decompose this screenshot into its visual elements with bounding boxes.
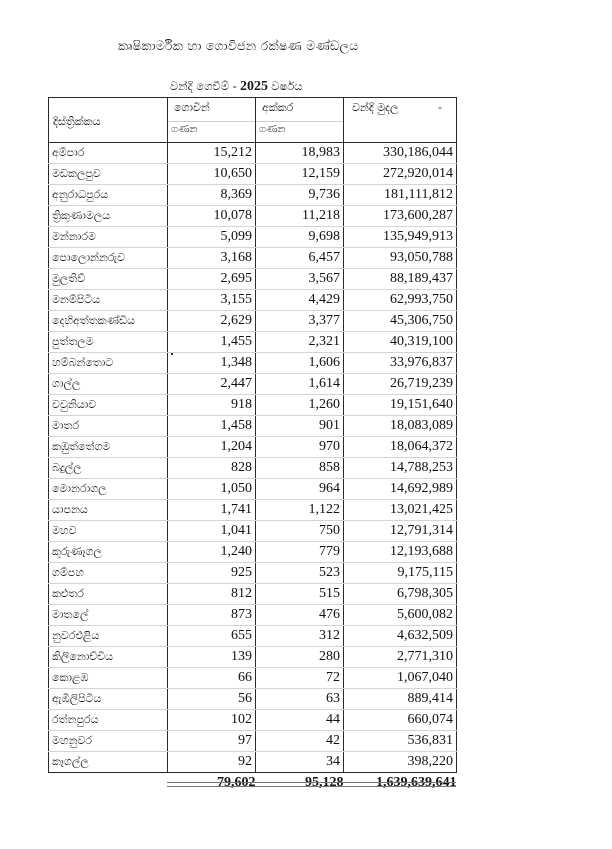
acres-cell: 34 [256,752,344,773]
table-row [49,353,457,374]
table-row [49,143,457,164]
district-cell: අම්පාර [49,143,168,164]
district-cell: මනම්පිටිය [49,290,168,311]
amount-cell: 13,021,425 [344,500,457,521]
header-farmers-line2: ගණන [171,124,198,135]
header-acres [256,98,344,143]
farmers-cell: 10,078 [168,206,256,227]
header-amount-mark: - [438,101,442,114]
district-cell: මහනුවර [49,731,168,752]
total-amount: 1,639,639,641 [376,775,457,790]
district-cell: යාපනය [49,500,168,521]
district-cell: මඩකලපුව [49,164,168,185]
amount-cell: 2,771,310 [344,647,457,668]
farmers-cell: 3,168 [168,248,256,269]
acres-cell: 44 [256,710,344,731]
amount-cell: 1,067,040 [344,668,457,689]
acres-cell: 476 [256,605,344,626]
acres-cell: 9,736 [256,185,344,206]
header-acres-line2: ගණන [259,124,286,135]
acres-cell: 1,614 [256,374,344,395]
district-cell: දෙහිඅත්තකණ්ඩිය [49,311,168,332]
amount-cell: 9,175,115 [344,563,457,584]
district-cell: ගාල්ල [49,374,168,395]
table-row [49,332,457,353]
table-row [49,290,457,311]
district-cell: කොළඹ [49,668,168,689]
amount-cell: 398,220 [344,752,457,773]
district-cell: මාතර [49,416,168,437]
farmers-cell: 102 [168,710,256,731]
farmers-cell: 1,348 [168,353,256,374]
amount-cell: 45,306,750 [344,311,457,332]
district-cell: කඹුත්තේගම [49,437,168,458]
table-row [49,479,457,500]
table-row [49,626,457,647]
amount-cell: 14,788,253 [344,458,457,479]
total-acres: 95,128 [305,775,344,790]
amount-cell: 5,600,082 [344,605,457,626]
amount-cell: 14,692,989 [344,479,457,500]
table-row [49,752,457,773]
farmers-cell: 8,369 [168,185,256,206]
district-cell: අනුරාධපුරය [49,185,168,206]
farmers-cell: 812 [168,584,256,605]
acres-cell: 4,429 [256,290,344,311]
district-cell: නුවරඑළිය [49,626,168,647]
amount-cell: 135,949,913 [344,227,457,248]
district-cell: කළුතර [49,584,168,605]
amount-cell: 6,798,305 [344,584,457,605]
header-amount-line1: වන්දි මුදල [352,101,399,114]
acres-cell: 515 [256,584,344,605]
farmers-cell: 1,240 [168,542,256,563]
amount-cell: 181,111,812 [344,185,457,206]
district-cell: කිලිනොච්චිය [49,647,168,668]
acres-cell: 3,377 [256,311,344,332]
farmers-cell: 828 [168,458,256,479]
table-body [49,143,457,773]
acres-cell: 901 [256,416,344,437]
acres-cell: 42 [256,731,344,752]
farmers-cell: 5,099 [168,227,256,248]
district-cell: ඇඹිලිපිටිය [49,689,168,710]
amount-cell: 33,976,837 [344,353,457,374]
table-row [49,248,457,269]
district-cell: ත්‍රිකුණාමලය [49,206,168,227]
acres-cell: 1,260 [256,395,344,416]
table-row [49,500,457,521]
acres-cell: 63 [256,689,344,710]
farmers-cell: 1,741 [168,500,256,521]
farmers-cell: 873 [168,605,256,626]
amount-cell: 40,319,100 [344,332,457,353]
table-row [49,542,457,563]
table-row [49,374,457,395]
farmers-cell: 97 [168,731,256,752]
header-row [49,98,457,143]
amount-cell: 62,993,750 [344,290,457,311]
district-cell: පොලොන්නරුව [49,248,168,269]
acres-cell: 970 [256,437,344,458]
district-cell: කුරුණෑගල [49,542,168,563]
amount-cell: 889,414 [344,689,457,710]
acres-cell: 523 [256,563,344,584]
farmers-cell: 66 [168,668,256,689]
amount-cell: 18,083,089 [344,416,457,437]
table-row [49,710,457,731]
farmers-cell: 1,041 [168,521,256,542]
acres-cell: 9,698 [256,227,344,248]
farmers-cell: 15,212 [168,143,256,164]
acres-cell: 18,983 [256,143,344,164]
district-cell: මොනරාගල [49,479,168,500]
table-row [49,164,457,185]
amount-cell: 4,632,509 [344,626,457,647]
district-cell: මුලතිව් [49,269,168,290]
district-cell: මන්නාරම [49,227,168,248]
acres-cell: 964 [256,479,344,500]
table-row [49,269,457,290]
acres-cell: 11,218 [256,206,344,227]
totals-label [49,773,168,794]
acres-cell: 1,606 [256,353,344,374]
acres-cell: 750 [256,521,344,542]
table-row [49,731,457,752]
amount-cell: 173,600,287 [344,206,457,227]
district-cell: මාතලේ [49,605,168,626]
table-row [49,668,457,689]
table-row [49,689,457,710]
farmers-cell: 918 [168,395,256,416]
table-title [170,78,303,95]
amount-cell: 93,050,788 [344,248,457,269]
district-cell: මහව [49,521,168,542]
table-title-suffix: වර්ෂය [271,79,303,93]
amount-cell: 19,151,640 [344,395,457,416]
acres-cell: 12,159 [256,164,344,185]
header-acres-line1: අක්කර [256,98,343,122]
acres-cell: 6,457 [256,248,344,269]
table-row [49,584,457,605]
farmers-cell: 1,204 [168,437,256,458]
district-cell: බදුල්ල [49,458,168,479]
acres-cell: 312 [256,626,344,647]
farmers-cell: 10,650 [168,164,256,185]
amount-cell: 12,193,688 [344,542,457,563]
farmers-cell: 2,695 [168,269,256,290]
farmers-cell: 1,050 [168,479,256,500]
compensation-table [48,97,457,793]
district-cell: පුත්තලම [49,332,168,353]
table-title-prefix: වන්දි ගෙවීම් - [170,79,237,93]
amount-cell: 536,831 [344,731,457,752]
amount-cell: 12,791,314 [344,521,457,542]
acres-cell: 2,321 [256,332,344,353]
farmers-cell: 2,447 [168,374,256,395]
table-row [49,521,457,542]
acres-cell: 72 [256,668,344,689]
totals-double-underline [167,782,456,787]
table-row [49,647,457,668]
district-cell: ගම්පහ [49,563,168,584]
farmers-cell: 1,458 [168,416,256,437]
acres-cell: 3,567 [256,269,344,290]
amount-cell: 330,186,044 [344,143,457,164]
farmers-cell: 56 [168,689,256,710]
table-row [49,605,457,626]
header-amount [344,98,457,143]
amount-cell: 660,074 [344,710,457,731]
header-farmers [168,98,256,143]
amount-cell: 272,920,014 [344,164,457,185]
table-row [49,395,457,416]
table-row [49,311,457,332]
farmers-cell: 925 [168,563,256,584]
amount-cell: 26,719,239 [344,374,457,395]
header-district: දිස්ත්‍රික්කය [49,98,168,143]
farmers-cell: 3,155 [168,290,256,311]
acres-cell: 858 [256,458,344,479]
district-cell: වවුනියාව [49,395,168,416]
acres-cell: 280 [256,647,344,668]
district-cell: රත්නපුරය [49,710,168,731]
amount-cell: 18,064,372 [344,437,457,458]
farmers-cell: 2,629 [168,311,256,332]
total-farmers: 79,602 [217,775,256,790]
table-row [49,416,457,437]
table-title-year: 2025 [240,79,269,94]
table-row [49,206,457,227]
acres-cell: 779 [256,542,344,563]
farmers-cell: 1,455 [168,332,256,353]
table-row [49,185,457,206]
table-row [49,227,457,248]
farmers-cell: 655 [168,626,256,647]
table-row [49,563,457,584]
table-row [49,437,457,458]
organization-title: කෘෂිකාර්මික හා ගොවිජන රක්ෂණ මණ්ඩලය [118,38,359,53]
district-cell: කෑගල්ල [49,752,168,773]
header-farmers-line1: ගොවීන් [168,98,255,122]
scan-artifact-dot [171,353,173,355]
farmers-cell: 139 [168,647,256,668]
table-row [49,458,457,479]
amount-cell: 88,189,437 [344,269,457,290]
acres-cell: 1,122 [256,500,344,521]
farmers-cell: 92 [168,752,256,773]
district-cell: හම්බන්තොට [49,353,168,374]
